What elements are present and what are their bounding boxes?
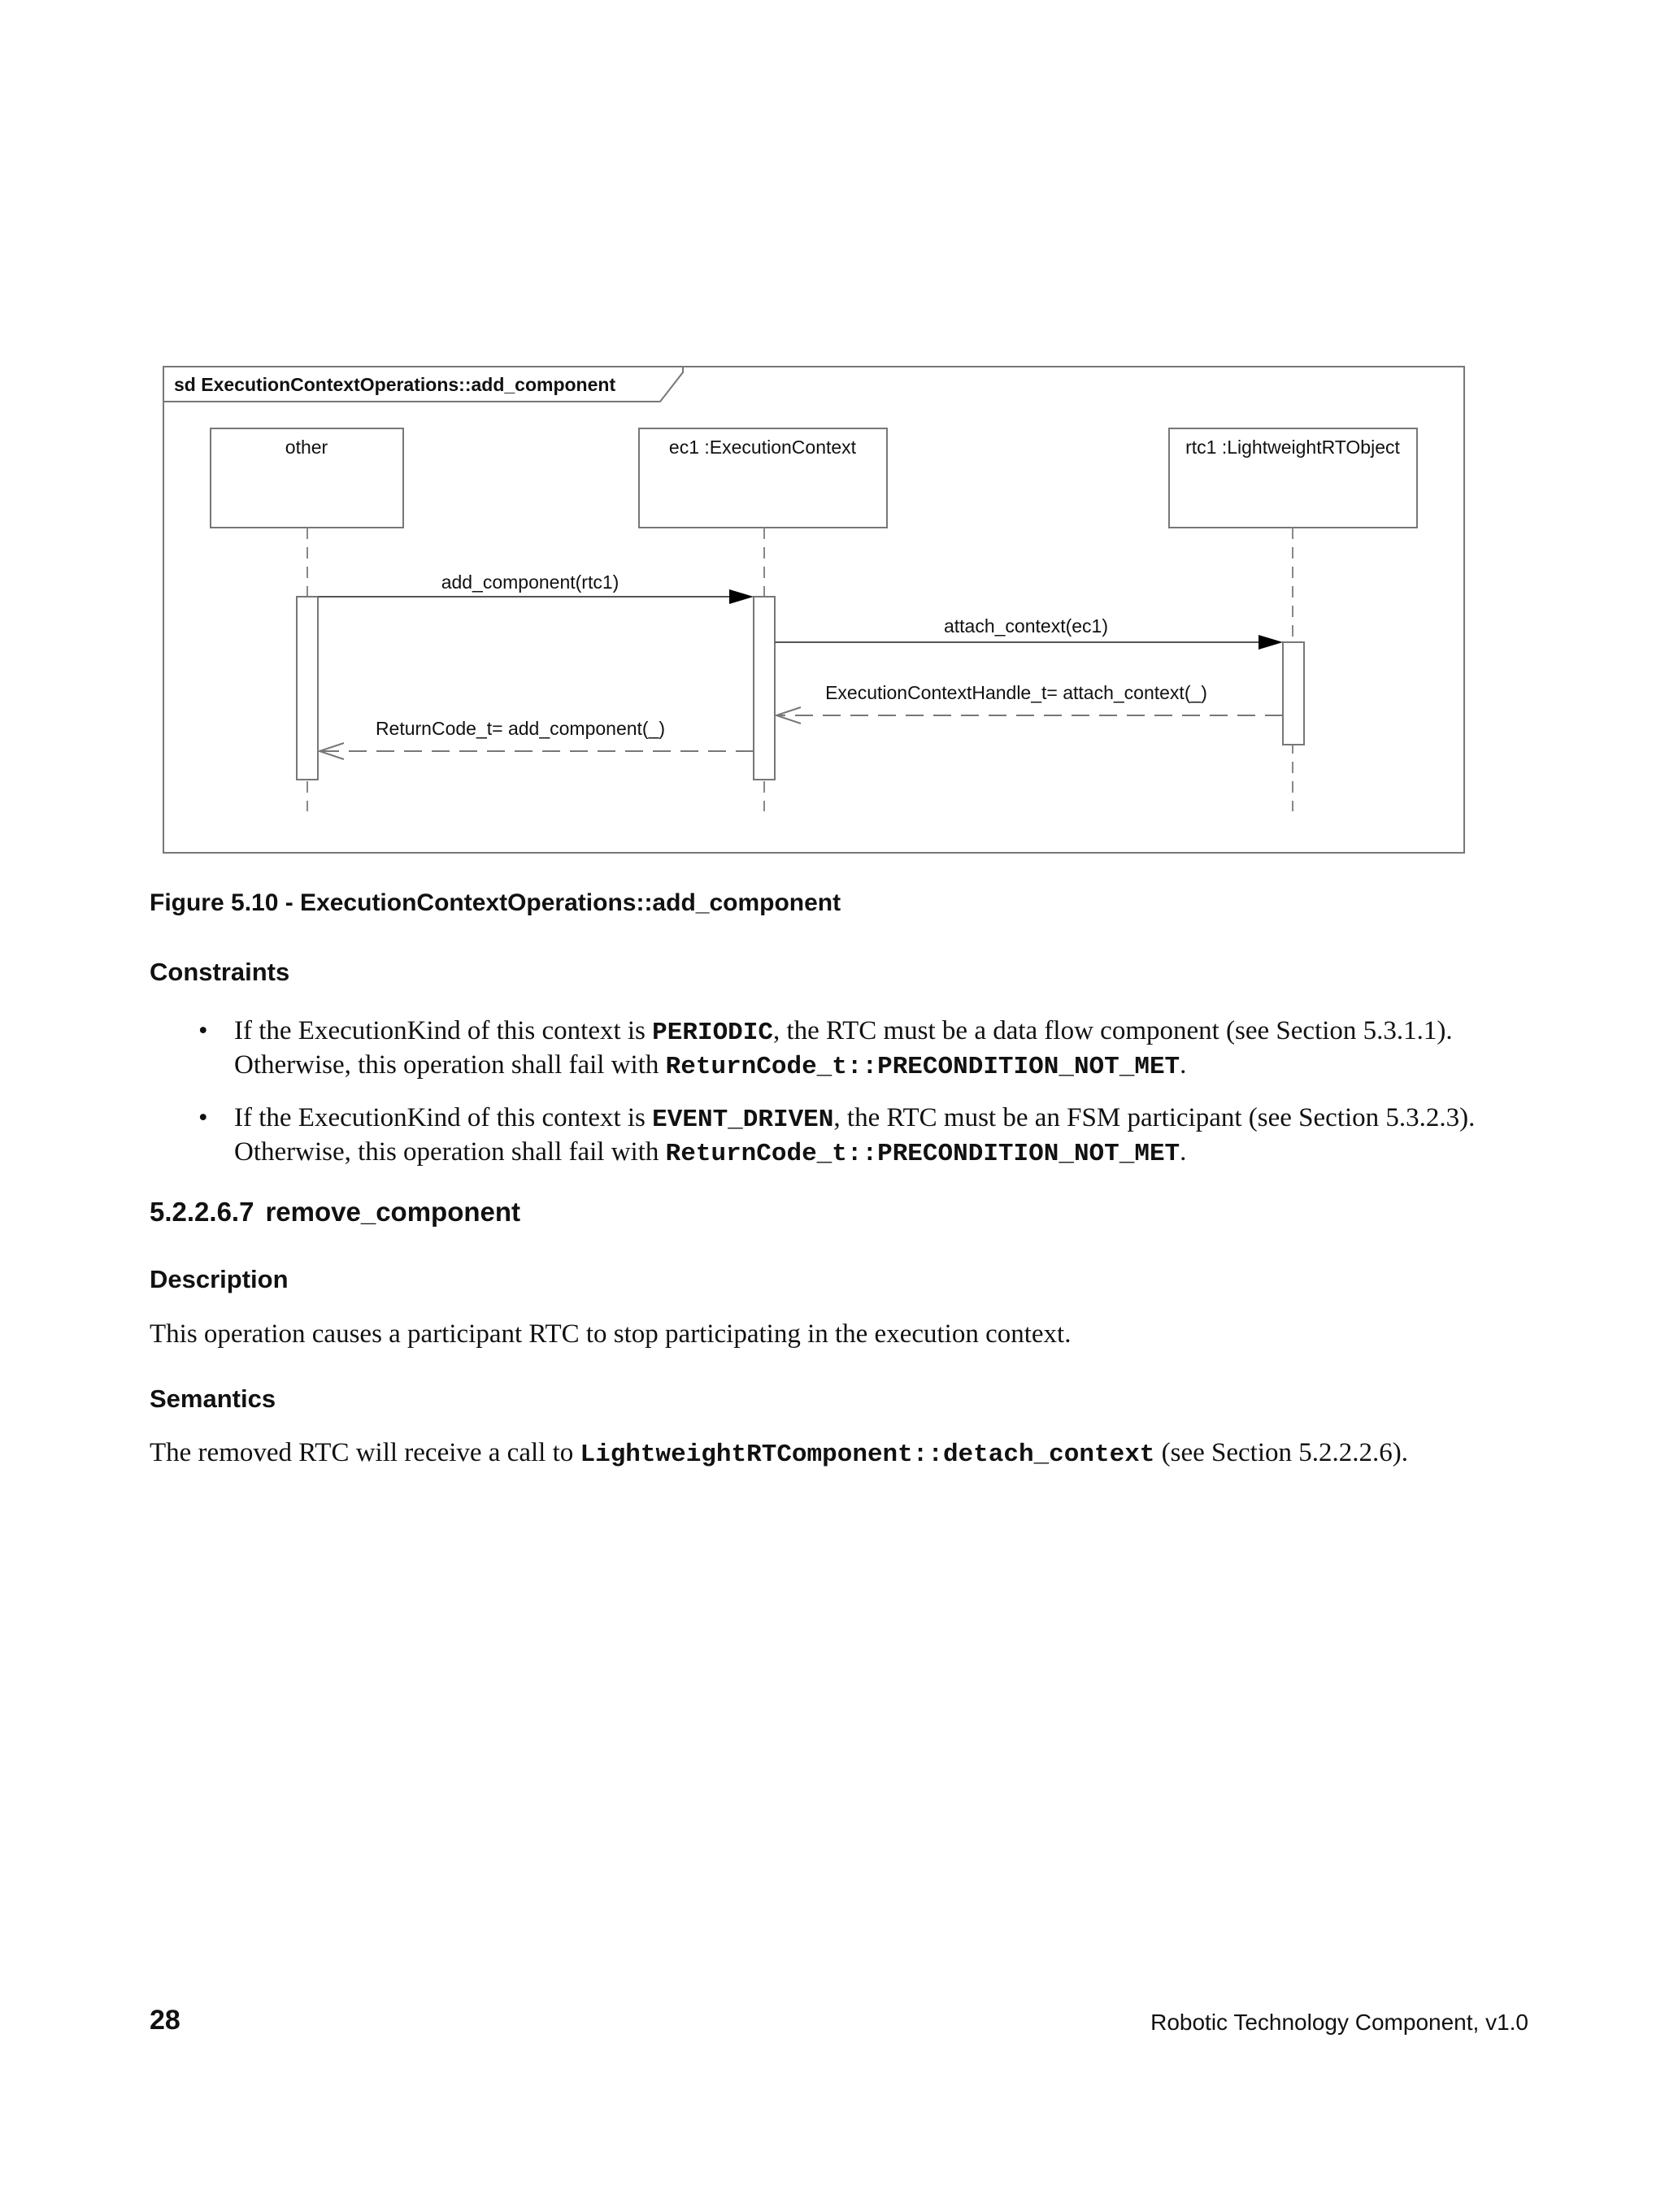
text-span: Otherwise, this operation shall fail with bbox=[234, 1137, 666, 1167]
figure-caption: Figure 5.10 - ExecutionContextOperations::add_component bbox=[150, 889, 841, 916]
constraints-heading: Constraints bbox=[150, 958, 290, 986]
bullet-glyph: • bbox=[198, 1103, 208, 1132]
message-add-component-arrowhead bbox=[729, 589, 754, 604]
constraint-2-line-2 bbox=[234, 1135, 1186, 1171]
constraint-2-line-1 bbox=[234, 1101, 1475, 1137]
text-span: If the ExecutionKind of this context is bbox=[234, 1103, 653, 1132]
frame-label: sd ExecutionContextOperations::add_component bbox=[174, 374, 616, 395]
message-add-component-label: add_component(rtc1) bbox=[441, 571, 619, 593]
text-span: , the RTC must be an FSM participant (see Section 5.3.2.3). bbox=[833, 1103, 1476, 1132]
code-precondition-not-met: ReturnCode_t::PRECONDITION_NOT_MET bbox=[665, 1053, 1180, 1081]
page-number: 28 bbox=[150, 2005, 180, 2036]
code-periodic: PERIODIC bbox=[652, 1019, 773, 1047]
semantics-heading: Semantics bbox=[150, 1384, 276, 1413]
document-title: Robotic Technology Component, v1.0 bbox=[1150, 2010, 1528, 2035]
lifeline-name-other: other bbox=[285, 437, 328, 458]
activation-ec1 bbox=[754, 597, 775, 780]
constraint-1-line-2 bbox=[234, 1048, 1186, 1084]
text-span: . bbox=[1180, 1137, 1187, 1167]
semantics-text bbox=[150, 1436, 1408, 1472]
text-span: (see Section 5.2.2.2.6). bbox=[1154, 1438, 1409, 1467]
code-event-driven: EVENT_DRIVEN bbox=[652, 1106, 834, 1134]
lifeline-name-ec1: ec1 :ExecutionContext bbox=[668, 437, 857, 458]
section-title: remove_component bbox=[265, 1197, 521, 1227]
description-text: This operation causes a participant RTC to stop participating in the execution context. bbox=[150, 1319, 1072, 1349]
text-span: . bbox=[1180, 1050, 1187, 1080]
text-span: If the ExecutionKind of this context is bbox=[234, 1016, 653, 1045]
message-attach-context-label: attach_context(ec1) bbox=[943, 615, 1109, 637]
code-precondition-not-met: ReturnCode_t::PRECONDITION_NOT_MET bbox=[665, 1140, 1180, 1168]
text-span: Otherwise, this operation shall fail with bbox=[234, 1050, 666, 1080]
message-attach-context-arrowhead bbox=[1259, 635, 1283, 650]
section-heading bbox=[150, 1197, 520, 1228]
description-heading: Description bbox=[150, 1265, 289, 1293]
text-span: , the RTC must be a data flow component (see Section 5.3.1.1). bbox=[772, 1016, 1453, 1045]
activation-other bbox=[297, 597, 318, 780]
constraint-1-line-1 bbox=[234, 1014, 1453, 1050]
lifeline-name-rtc1: rtc1 :LightweightRTObject bbox=[1185, 437, 1400, 458]
sequence-diagram bbox=[163, 366, 1472, 858]
section-number: 5.2.2.6.7 bbox=[150, 1197, 254, 1227]
activation-rtc1 bbox=[1283, 642, 1304, 745]
reply-attach-context-label: ExecutionContextHandle_t= attach_context(_) bbox=[825, 682, 1207, 703]
bullet-glyph: • bbox=[198, 1016, 208, 1045]
reply-add-component-label: ReturnCode_t= add_component(_) bbox=[375, 718, 666, 739]
code-detach-context: LightweightRTComponent::detach_context bbox=[580, 1441, 1155, 1469]
text-span: The removed RTC will receive a call to bbox=[150, 1438, 580, 1467]
